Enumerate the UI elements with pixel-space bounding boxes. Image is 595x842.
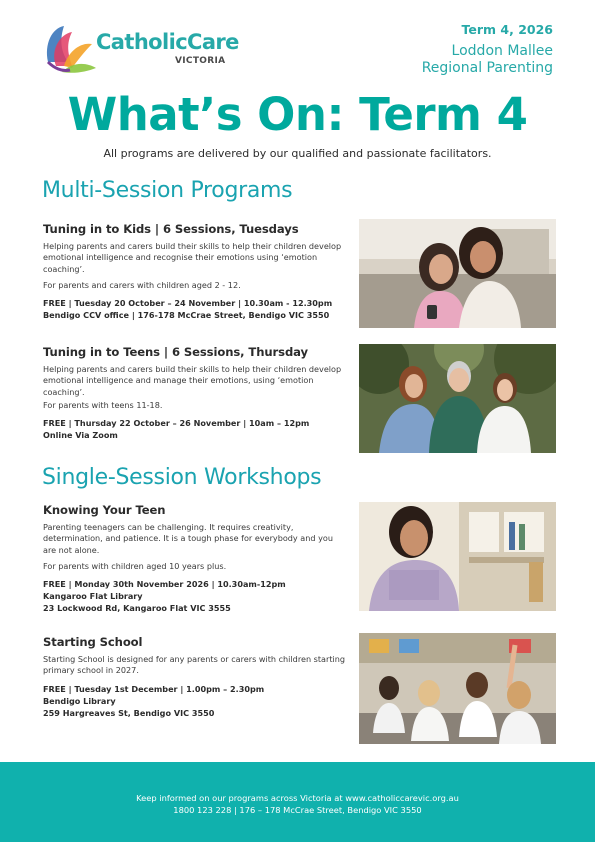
photo-teen-girl — [359, 502, 556, 611]
program-details — [43, 417, 348, 441]
footer — [0, 762, 595, 842]
program-detail-line: FREE | Monday 30th November 2026 | 10.30am-12pm — [43, 579, 286, 590]
term-info — [422, 22, 553, 77]
program-details — [43, 297, 348, 321]
term-label: Term 4, 2026 — [461, 22, 553, 37]
program-detail-line: 23 Lockwood Rd, Kangaroo Flat VIC 3555 — [43, 603, 231, 614]
program-detail-line: FREE | Thursday 22 October – 26 November | 10am – 12pm — [43, 418, 310, 429]
program-description: Parenting teenagers can be challenging. It requires creativity, determination, and patience. It is a tough phase for everybody and you are not alone. — [43, 522, 333, 555]
program-audience: For parents and carers with children aged 2 - 12. — [43, 279, 241, 290]
program-detail-line: Bendigo CCV office | 176-178 McCrae Street, Bendigo VIC 3550 — [43, 310, 330, 321]
program-starting-school — [43, 635, 348, 719]
program-title: Knowing Your Teen — [43, 503, 166, 517]
program-detail-line: 259 Hargreaves St, Bendigo VIC 3550 — [43, 707, 215, 718]
logo-subtitle: VICTORIA — [175, 56, 226, 66]
program-detail-line: Kangaroo Flat Library — [43, 591, 143, 602]
program-audience: For parents with children aged 10 years plus. — [43, 560, 227, 571]
program-details — [43, 683, 348, 719]
program-knowing-your-teen — [43, 503, 348, 614]
program-title: Tuning in to Teens | 6 Sessions, Thursday — [43, 345, 308, 359]
single-session-heading: Single-Session Workshops — [42, 465, 322, 490]
program-description: Helping parents and carers build their skills to help their children develop emotional intelligence and recognise their emotions using ‘emotion coaching’. — [43, 241, 342, 274]
butterfly-logo-icon — [42, 22, 98, 78]
logo-wordmark: CatholicCare — [96, 30, 239, 54]
program-detail-line: FREE | Tuesday 20 October – 24 November | 10.30am - 12.30pm — [43, 298, 333, 309]
region-line-1: Loddon Mallee — [451, 43, 553, 59]
footer-website-line: Keep informed on our programs across Victoria at www.catholiccarevic.org.au — [136, 793, 459, 803]
footer-contact-line: 1800 123 228 | 176 – 178 McCrae Street, Bendigo VIC 3550 — [173, 805, 422, 815]
photo-family-outdoors — [359, 344, 556, 453]
catholiccare-logo — [42, 22, 242, 78]
program-details — [43, 578, 348, 614]
photo-classroom-children — [359, 633, 556, 744]
page-subtitle: All programs are delivered by our qualified and passionate facilitators. — [103, 147, 492, 160]
program-title: Tuning in to Kids | 6 Sessions, Tuesdays — [43, 222, 299, 236]
program-detail-line: FREE | Tuesday 1st December | 1.00pm – 2.30pm — [43, 683, 265, 694]
photo-mother-daughter — [359, 219, 556, 328]
multi-session-heading: Multi-Session Programs — [42, 178, 293, 203]
program-description: Helping parents and carers build their skills to help their children develop emotional intelligence and manage their emotions, using ‘emotion coaching’. — [43, 364, 342, 397]
program-tuning-in-to-kids — [43, 222, 348, 321]
page-title: What’s On: Term 4 — [67, 88, 528, 141]
program-title: Starting School — [43, 635, 143, 649]
program-tuning-in-to-teens — [43, 345, 348, 441]
program-detail-line: Online Via Zoom — [43, 430, 118, 441]
program-description: Starting School is designed for any parents or carers with children starting primary school in 2027. — [43, 654, 346, 676]
term-region — [422, 43, 553, 77]
program-detail-line: Bendigo Library — [43, 695, 116, 706]
program-audience: For parents with teens 11-18. — [43, 399, 163, 410]
region-line-2: Regional Parenting — [421, 60, 553, 76]
